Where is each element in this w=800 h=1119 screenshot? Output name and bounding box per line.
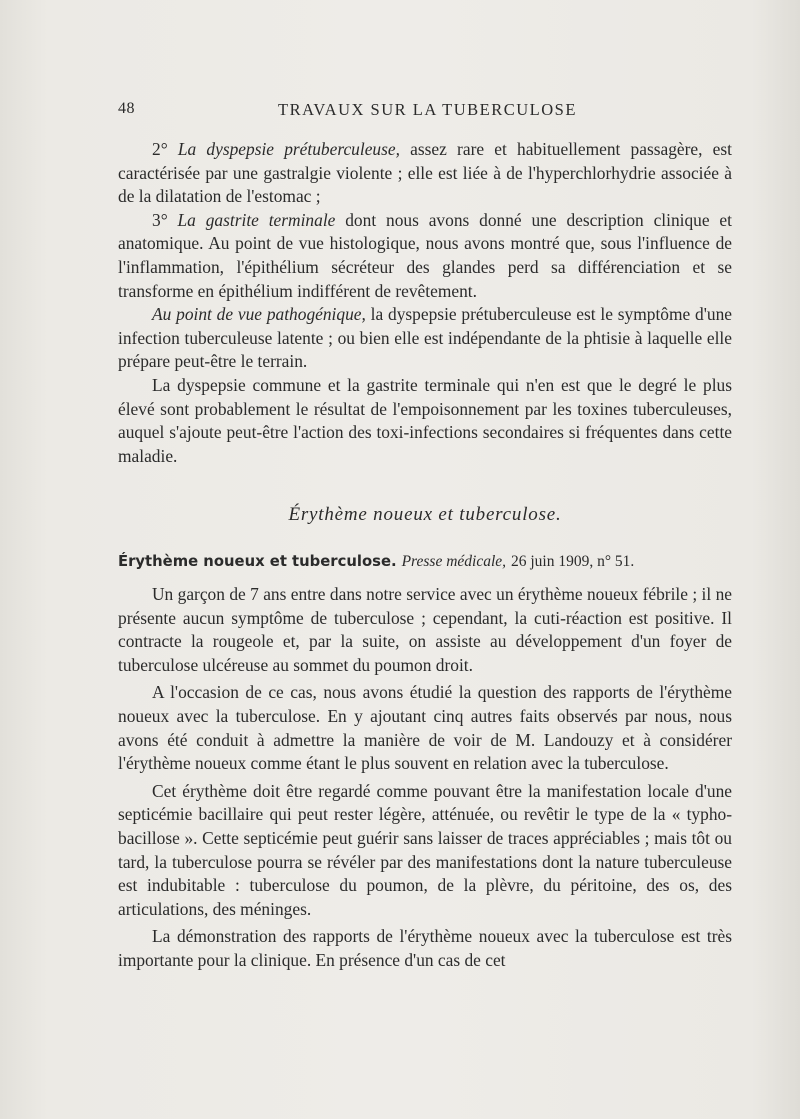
- page-header: [118, 98, 732, 122]
- paragraph-title: La dyspepsie prétuberculeuse,: [177, 139, 400, 159]
- paragraph-dyspepsie-pretuberculeuse: [118, 138, 732, 209]
- paragraph-case-report: Un garçon de 7 ans entre dans notre service avec un érythème noueux fébrile ; il ne présente aucun symptôme de tuberculose ; cependant, la cuti-réaction est positive. Il contracte la rougeole et, par la suite, on assiste au développement d'un foyer de tuberculose ulcéreuse au sommet du poumon droit.: [118, 584, 732, 675]
- paragraph-rapports: A l'occasion de ce cas, nous avons étudié la question des rapports de l'érythème noueux avec la tuberculose. En y ajoutant cinq autres faits observés par nous, nous avons été conduit à admettre la manière de voir de M. Landouzy et à considérer l'érythème noueux comme étant le plus souvent en relation avec la tuberculose.: [118, 682, 732, 774]
- list-marker: 2°: [152, 139, 168, 159]
- citation-journal: Presse médicale,: [401, 553, 507, 570]
- running-head: TRAVAUX SUR LA TUBERCULOSE: [278, 100, 577, 119]
- citation: [118, 552, 732, 571]
- list-marker: 3°: [152, 209, 168, 230]
- paragraph-text: La dyspepsie commune et la gastrite terminale qui n'en est que le degré le plus élevé sont probablement le résultat de l'empoisonnement par les toxines tuberculeuses, auquel s'ajoute peut-être l'action des toxi-infections secondaires si fréquentes dans cette maladie.: [118, 374, 732, 466]
- section-title: Érythème noueux et tuberculose.: [288, 504, 562, 525]
- citation-title: Érythème noueux et tuberculose.: [118, 553, 397, 570]
- paragraph-text: assez rare et habituellement passagère, est caractérisée par une gastralgie violente ; elle est liée à de l'hyperchlorhydrie associée à de la dilatation de l'estomac ;: [118, 139, 732, 207]
- paragraph-text: dont nous avons donné une description clinique et anatomique. Au point de vue histologique, nous avons montré que, sous l'influence de l'inflammation, l'épithélium sécréteur des glandes perd sa différenciation et se transforme en épithélium indifférent de revêtement.: [118, 209, 732, 301]
- page-number: 48: [118, 100, 135, 117]
- paragraph-pathogenique: [118, 303, 732, 374]
- top-text-block: [118, 138, 732, 468]
- paragraph-title: La gastrite terminale: [177, 209, 336, 230]
- paragraph-septicemie: Cet érythème doit être regardé comme pouvant être la manifestation locale d'une septicémie bacillaire qui peut rester légère, atténuée, ou revêtir le type de la « typho-bacillose ». Cette septicémie peut guérir sans laisser de traces appréciables ; mais tôt ou tard, la tuberculose pourra se révéler par des manifestations dont la nature tuberculeuse est indubitable : tuberculose du poumon, de la plèvre, du péritoine, des os, des articulations, des méninges.: [118, 780, 732, 919]
- bottom-text-block: [118, 583, 732, 977]
- citation-date: 26 juin 1909, n° 51.: [511, 553, 635, 570]
- paragraph-text: la dyspepsie prétuberculeuse est le symptôme d'une infection tuberculeuse latente ; ou bien elle est indépendante de la phtisie à laquelle elle prépare peut-être le terrain.: [118, 304, 732, 372]
- paragraph-dyspepsie-commune: [118, 374, 732, 468]
- paragraph-title: Au point de vue pathogénique,: [152, 304, 366, 325]
- paragraph-gastrite-terminale: [118, 209, 732, 303]
- paragraph-demonstration: La démonstration des rapports de l'érythème noueux avec la tuberculose est très importante pour la clinique. En présence d'un cas de cet: [118, 926, 732, 970]
